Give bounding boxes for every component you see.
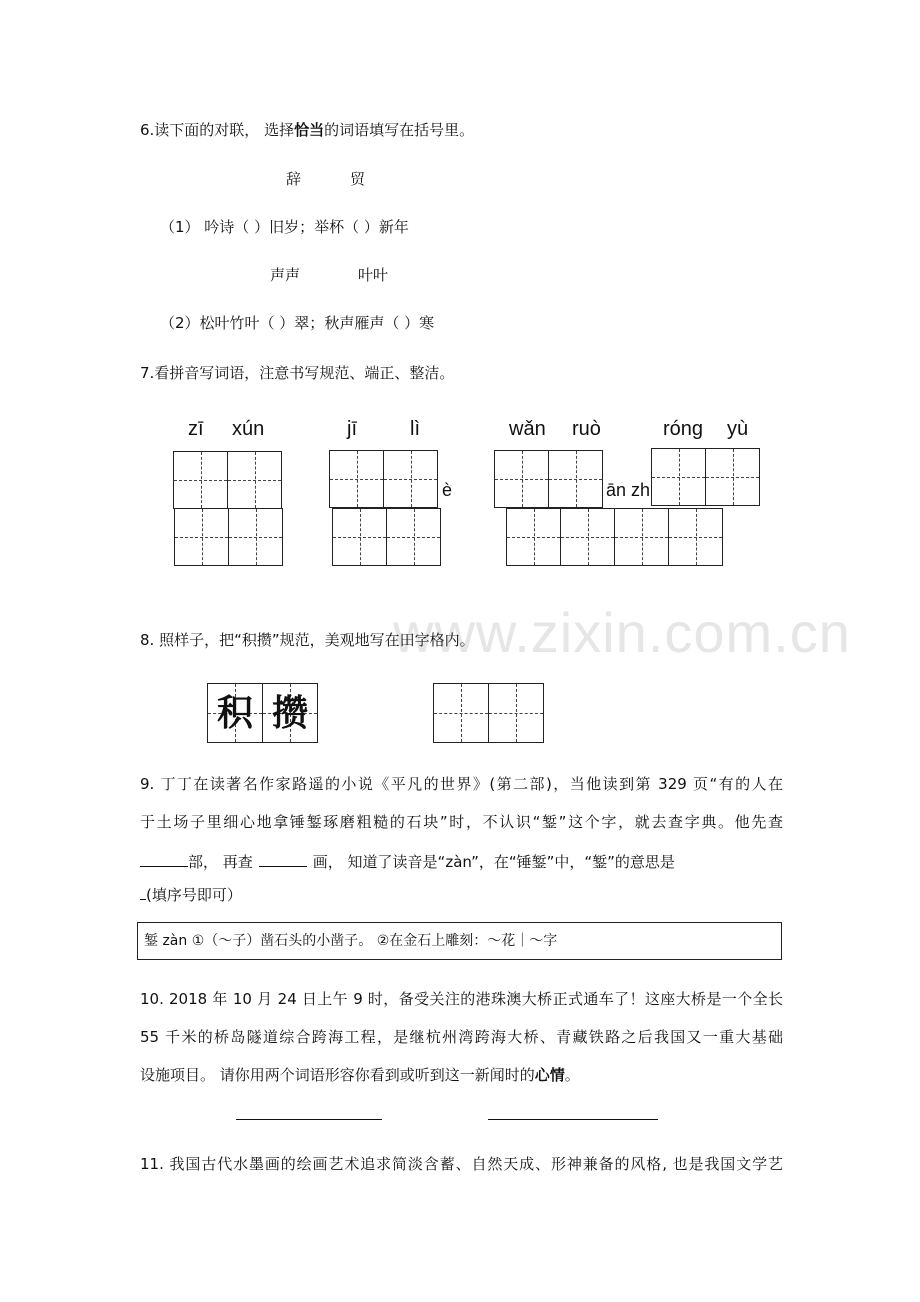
- watermark: www.zixin.com.cn: [393, 601, 851, 664]
- pinyin-xun: xún: [232, 418, 265, 440]
- blank-strokes[interactable]: [259, 848, 307, 867]
- pinyin-ji: jī: [347, 418, 357, 440]
- tian-grid-rongyu[interactable]: [651, 448, 760, 506]
- pinyin-wan: wǎn: [509, 418, 546, 440]
- pinyin-li: lì: [410, 418, 420, 440]
- q6-stem: 6.读下面的对联， 选择恰当的词语填写在括号里。: [140, 121, 475, 139]
- dictionary-entry-box: 錾 zàn ①（～子）凿石头的小凿子。 ②在金石上雕刻：～花｜～字: [137, 922, 782, 960]
- pinyin-rong: róng: [663, 418, 704, 440]
- q8-stem: 8. 照样子，把“积攒”规范，美观地写在田字格内。: [140, 631, 475, 649]
- q7-stem: 7.看拼音写词语，注意书写规范、端正、整洁。: [140, 364, 455, 382]
- pinyin-zi: zī: [188, 418, 204, 440]
- practice-grid-jizan[interactable]: [433, 683, 544, 743]
- q6-word-yeye: 叶叶: [358, 266, 389, 284]
- q9-line-3: 部， 再查 画， 知道了读音是“zàn”，在“锤錾”中，“錾”的意思是: [140, 848, 675, 872]
- q9-line-1: 9. 丁丁在读著名作家路遥的小说《平凡的世界》(第二部)，当他读到第 329 页“有的人在: [140, 775, 783, 793]
- pinyin-fragment-e: è: [442, 480, 453, 500]
- tian-grid-row2-c[interactable]: [506, 508, 723, 566]
- sample-char-ji: 积: [216, 692, 253, 734]
- q6-word-ci: 辞: [286, 170, 302, 188]
- q6-word-shengsheng: 声声: [270, 266, 301, 284]
- q9-line-4: (填序号即可）: [140, 881, 242, 905]
- q6-word-mao: 贸: [350, 170, 366, 188]
- q9-line-2: 于土场子里细心地拿锤錾琢磨粗糙的石块”时，不认识“錾”这个字，就去查字典。他先查: [140, 813, 783, 831]
- q11-line-1: 11. 我国古代水墨画的绘画艺术追求简淡含蓄、自然天成、形神兼备的风格, 也是我国文学艺: [140, 1155, 783, 1173]
- answer-line-1[interactable]: [236, 1119, 382, 1120]
- pinyin-fragment-anzh: ān zh: [606, 480, 651, 500]
- q10-line-2: 55 千米的桥岛隧道综合跨海工程，是继杭州湾跨海大桥、青藏铁路之后我国又一重大基础: [140, 1028, 783, 1046]
- sample-grid-jizan: [207, 683, 318, 743]
- tian-grid-wanruo[interactable]: [494, 450, 603, 508]
- pinyin-yu: yù: [727, 418, 749, 440]
- blank-radical[interactable]: [140, 848, 188, 867]
- q6-couplet-2: （2）松叶竹叶（ ）翠；秋声雁声（ ）寒: [160, 314, 435, 332]
- tian-grid-zixun[interactable]: [173, 451, 282, 509]
- tian-grid-row2-b[interactable]: [332, 508, 441, 566]
- q10-line-1: 10. 2018 年 10 月 24 日上午 9 时，备受关注的港珠澳大桥正式通车了！这座大桥是一个全长: [140, 990, 783, 1008]
- pinyin-ruo: ruò: [572, 418, 601, 440]
- q10-line-3: 设施项目。 请你用两个词语形容你看到或听到这一新闻时的心情。: [140, 1066, 580, 1084]
- tian-grid-row2-a[interactable]: [174, 508, 283, 566]
- q6-couplet-1: （1） 吟诗（ ）旧岁；举杯（ ）新年: [160, 218, 409, 236]
- answer-line-2[interactable]: [488, 1119, 658, 1120]
- sample-char-zan: 攒: [271, 692, 308, 734]
- tian-grid-jili[interactable]: [329, 450, 438, 508]
